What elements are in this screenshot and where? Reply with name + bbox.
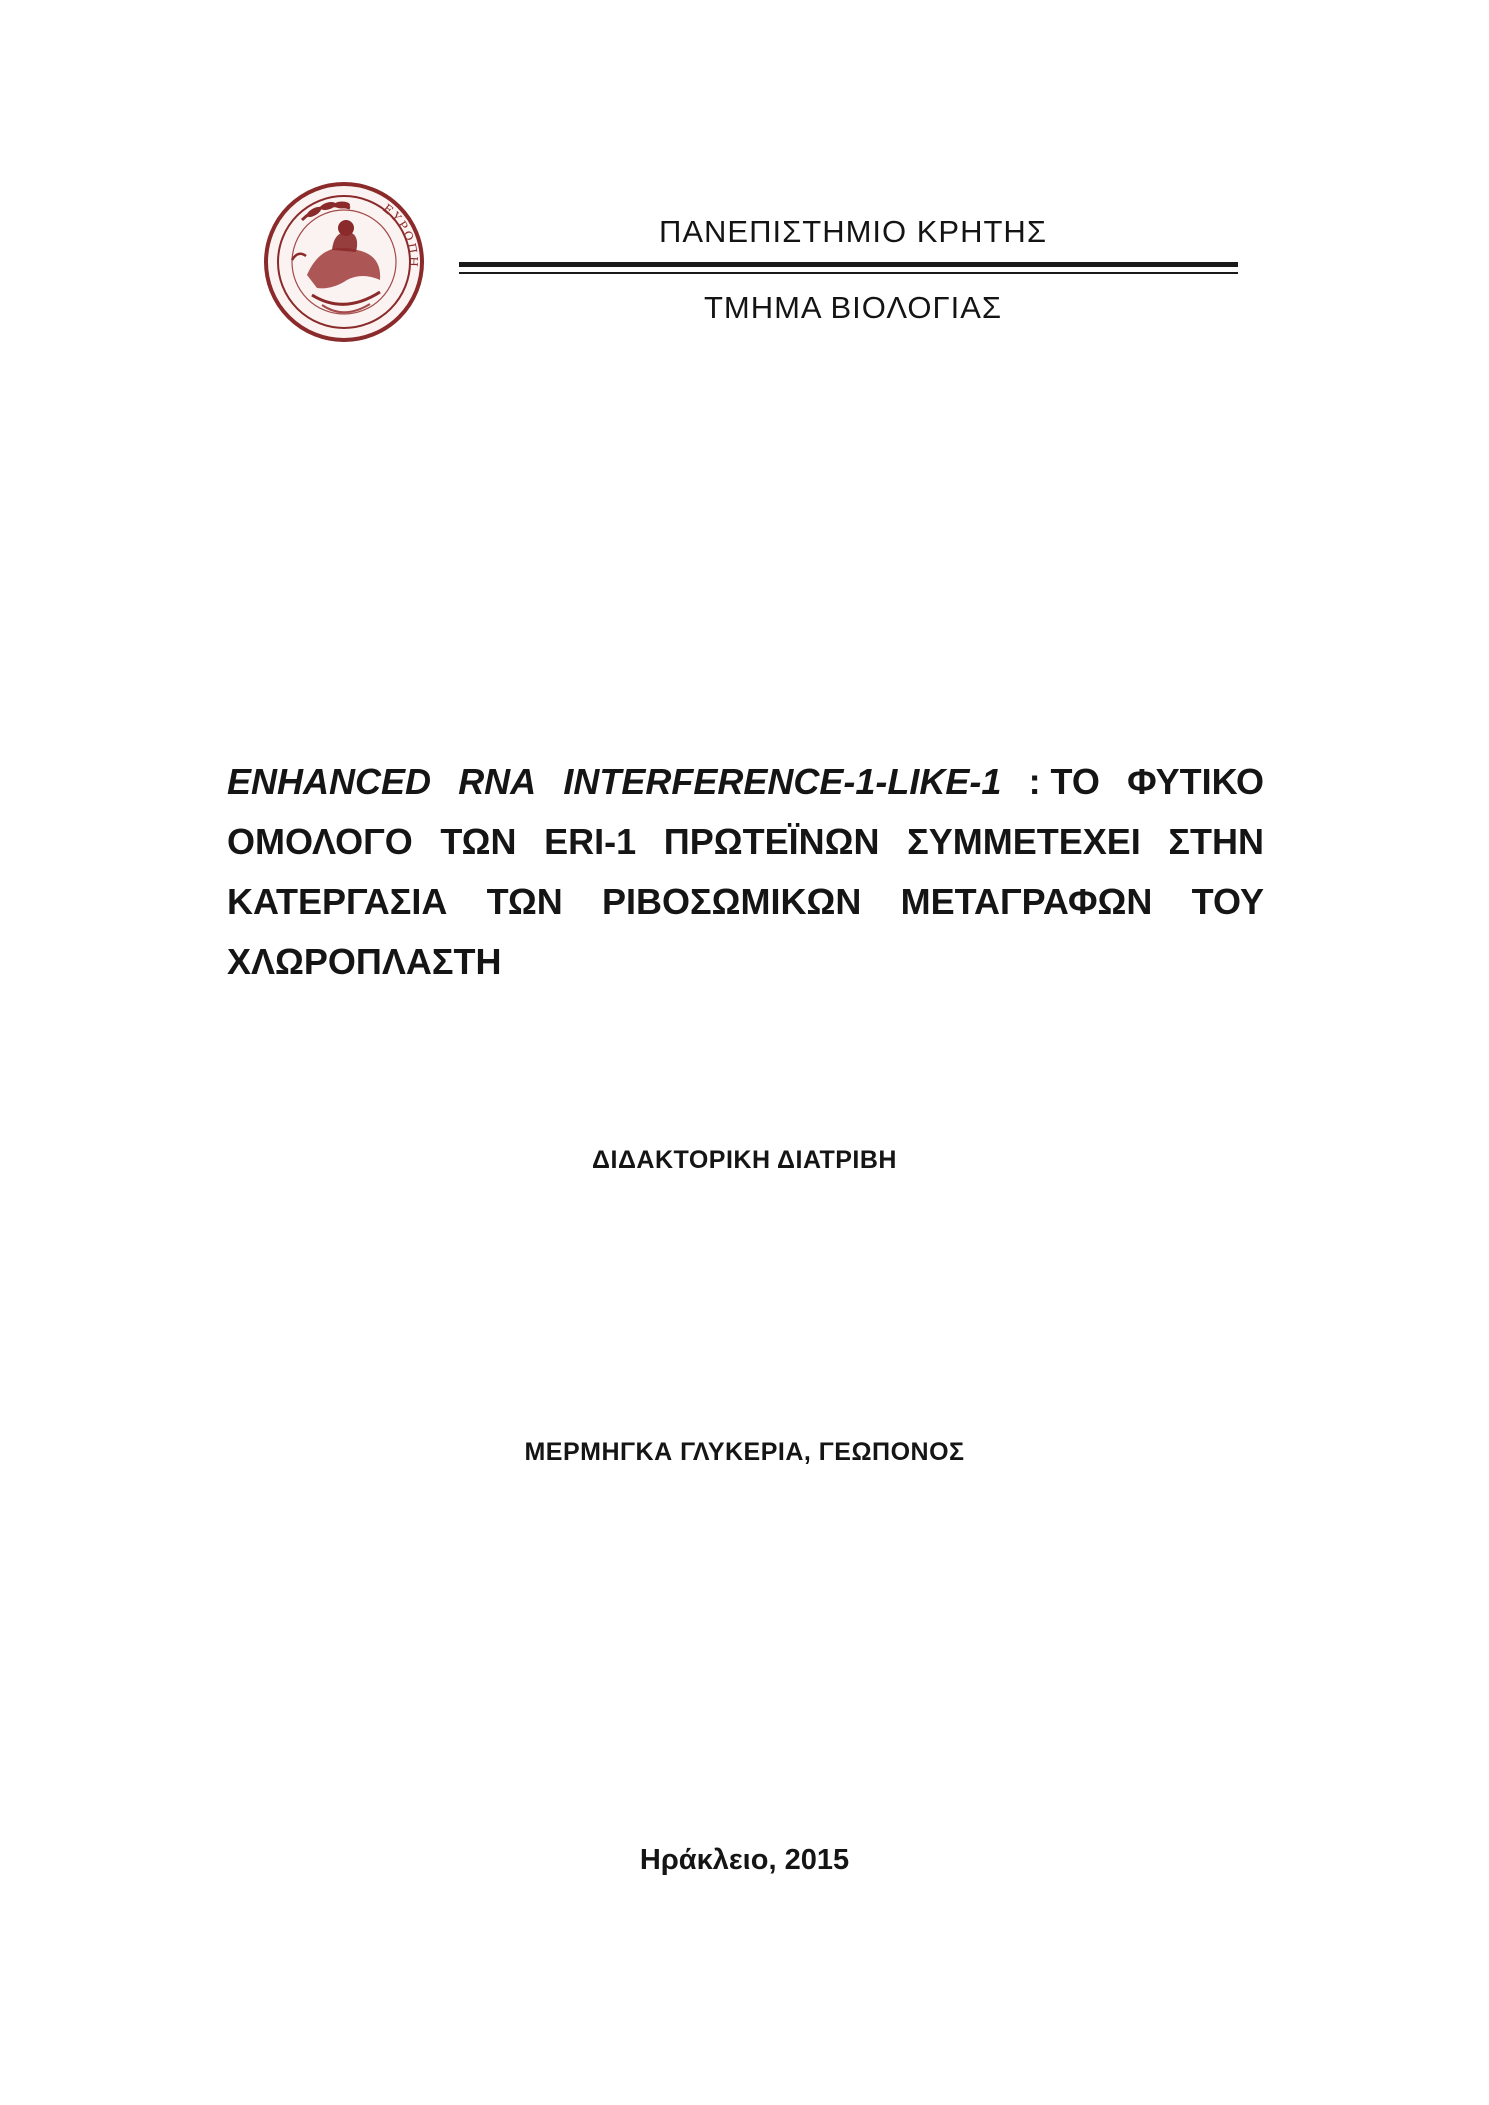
title-word: ΣΤΗΝ xyxy=(1168,821,1264,862)
title-word: ΟΜΟΛΟΓΟ xyxy=(227,821,413,862)
title-line-2 xyxy=(227,812,1264,872)
department-name: ΤΜΗΜΑ ΒΙΟΛΟΓΙΑΣ xyxy=(703,290,1003,325)
title-word: ΚΑΤΕΡΓΑΣΙΑ xyxy=(227,881,448,922)
title-word: RNA xyxy=(458,761,537,802)
header-rule-thick xyxy=(459,262,1238,267)
title-word: ΜΕΤΑΓΡΑΦΩΝ xyxy=(900,881,1153,922)
title-word: ΧΛΩΡΟΠΛΑΣΤΗ xyxy=(227,941,502,982)
title-line-4 xyxy=(227,932,1264,992)
author-name: ΜΕΡΜΗΓΚΑ ΓΛΥΚΕΡΙΑ, ΓΕΩΠΟΝΟΣ xyxy=(524,1438,965,1466)
title-line-1 xyxy=(227,752,1264,812)
title-word: ΤΩΝ xyxy=(486,881,563,922)
title-word: ΤΟΥ xyxy=(1191,881,1264,922)
document-type: ΔΙΔΑΚΤΟΡΙΚΗ ΔΙΑΤΡΙΒΗ xyxy=(592,1146,897,1174)
university-name: ΠΑΝΕΠΙΣΤΗΜΙΟ ΚΡΗΤΗΣ xyxy=(658,214,1047,249)
university-seal-logo xyxy=(262,180,426,344)
place-and-year: Ηράκλειο, 2015 xyxy=(639,1844,850,1876)
svg-text:ΕΥΡΩΠΗ: ΕΥΡΩΠΗ xyxy=(380,201,421,269)
title-word: ΤΩΝ xyxy=(440,821,517,862)
thesis-title xyxy=(227,752,1264,992)
header-rule-thin xyxy=(459,272,1238,274)
title-line-3 xyxy=(227,872,1264,932)
title-word: ΣΥΜΜΕΤΕΧΕΙ xyxy=(907,821,1141,862)
title-word: INTERFERENCE-1-LIKE-1 xyxy=(563,761,1002,802)
title-word: ΡΙΒΟΣΩΜΙΚΩΝ xyxy=(602,881,862,922)
title-word: ERI-1 xyxy=(544,821,637,862)
title-word: : ΤΟ xyxy=(1028,761,1100,802)
title-word: ENHANCED xyxy=(227,761,432,802)
title-word: ΦΥΤΙΚΟ xyxy=(1127,761,1264,802)
title-word: ΠΡΩΤΕΪΝΩΝ xyxy=(663,821,880,862)
